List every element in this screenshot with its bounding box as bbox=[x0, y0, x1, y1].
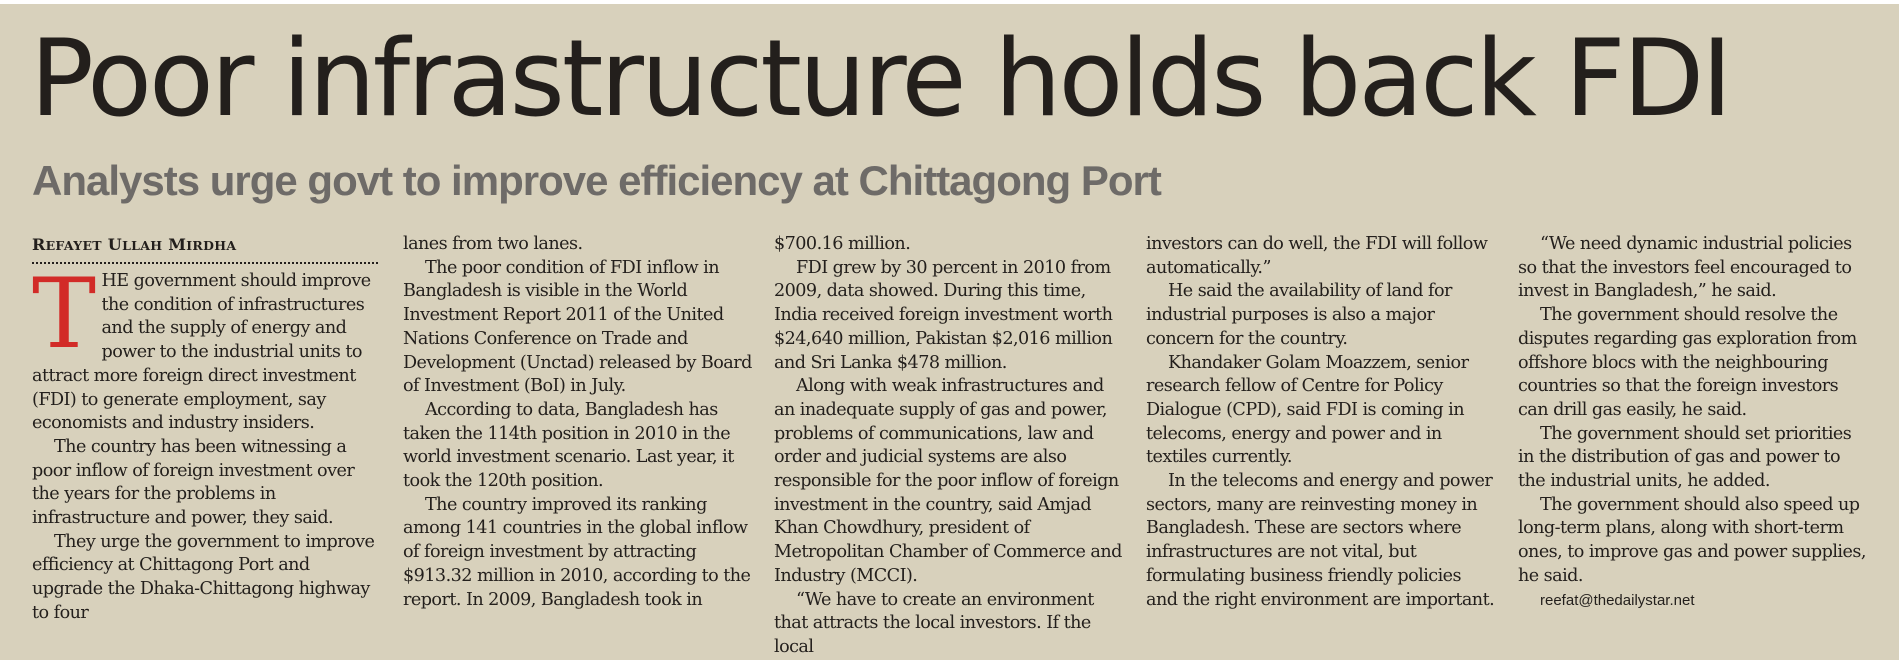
paragraph: “We need dynamic industrial policies so that the investors feel encouraged to invest in Bangladesh,” he said. bbox=[1518, 234, 1852, 302]
paragraph: The government should also speed up long-term plans, along with short-term ones, to improve gas and power supplies, he said. bbox=[1518, 494, 1866, 586]
paragraph: $700.16 million. bbox=[774, 234, 911, 254]
subheadline: Analysts urge govt to improve efficiency at Chittagong Port bbox=[32, 157, 1161, 204]
paragraph: They urge the government to improve efficiency at Chittagong Port and upgrade the Dhaka-Chittagong highway to four bbox=[32, 531, 375, 623]
paragraph: The poor condition of FDI inflow in Bangladesh is visible in the World Investment Report 2011 of the United Nations Conference on Trade and Development (Unctad) released by Board of Investment (BoI) in July. bbox=[403, 257, 752, 397]
paragraph: The country improved its ranking among 141 countries in the global inflow of foreign investment by attracting $913.32 million in 2010, according to the report. In 2009, Bangladesh took in bbox=[403, 494, 751, 610]
paragraph: The government should set priorities in the distribution of gas and power to the industrial units, he added. bbox=[1518, 423, 1852, 492]
paragraph: In the telecoms and energy and power sectors, many are reinvesting money in Bangladesh. These are sectors where infrastructures are not vital, but formulating business friendly policies and the right environment are important. bbox=[1146, 471, 1495, 610]
paragraph-text: HE government should improve the condition of infrastructures and the supply of energy and power to the industrial units to attract more foreign direct investment (FDI) to generate employment, say economists and industry insiders. bbox=[32, 271, 371, 434]
article-column-3 bbox=[774, 233, 1124, 660]
paragraph: He said the availability of land for industrial purposes is also a major concern for the country. bbox=[1146, 281, 1452, 349]
paragraph: The country has been witnessing a poor inflow of foreign investment over the years for the problems in infrastructure and power, they said. bbox=[32, 436, 355, 529]
paragraph: The government should resolve the disputes regarding gas exploration from offshore blocs with the neighbouring countries so that the foreign investors can drill gas easily, he said. bbox=[1518, 305, 1857, 420]
paragraph: Khandaker Golam Moazzem, senior research fellow of Centre for Policy Dialogue (CPD), said FDI is coming in telecoms, energy and power and in textiles currently. bbox=[1146, 352, 1469, 468]
paragraph: According to data, Bangladesh has taken the 114th position in 2010 in the world investment scenario. Last year, it took the 120th position. bbox=[403, 399, 734, 492]
article-column-2 bbox=[403, 233, 753, 612]
paragraph: “We have to create an environment that attracts the local investors. If the local bbox=[774, 589, 1094, 657]
article-column-4 bbox=[1146, 233, 1496, 612]
byline-part: IRDHA bbox=[186, 238, 237, 253]
headline: Poor infrastructure holds back FDI bbox=[30, 17, 1730, 140]
article-column-1 bbox=[32, 233, 382, 626]
paragraph: FDI grew by 30 percent in 2010 from 2009, data showed. During this time, India received foreign investment worth $24,640 million, Pakistan $2,016 million and Sri Lanka $478 million. bbox=[774, 257, 1113, 373]
paragraph: investors can do well, the FDI will follow automatically.” bbox=[1146, 234, 1488, 278]
byline-part: EFAYET bbox=[45, 238, 102, 253]
paragraph: lanes from two lanes. bbox=[403, 234, 583, 254]
author-email: reefat@thedailystar.net bbox=[1540, 591, 1695, 609]
paragraph: Along with weak infrastructures and an inadequate supply of gas and power, problems of communications, law and order and judicial systems are also responsible for the poor inflow of foreign investment in the country, said Amjad Khan Chowdhury, president of Metropolitan Chamber of Commerce and Industry (MCCI). bbox=[774, 376, 1122, 586]
byline-initial: R bbox=[32, 235, 46, 254]
byline-initial: M bbox=[168, 235, 187, 254]
article-column-5 bbox=[1518, 233, 1868, 612]
drop-cap: T bbox=[32, 258, 96, 370]
byline-part: LLAH bbox=[122, 238, 163, 253]
paragraph bbox=[32, 258, 382, 436]
byline-initial: U bbox=[107, 235, 123, 254]
